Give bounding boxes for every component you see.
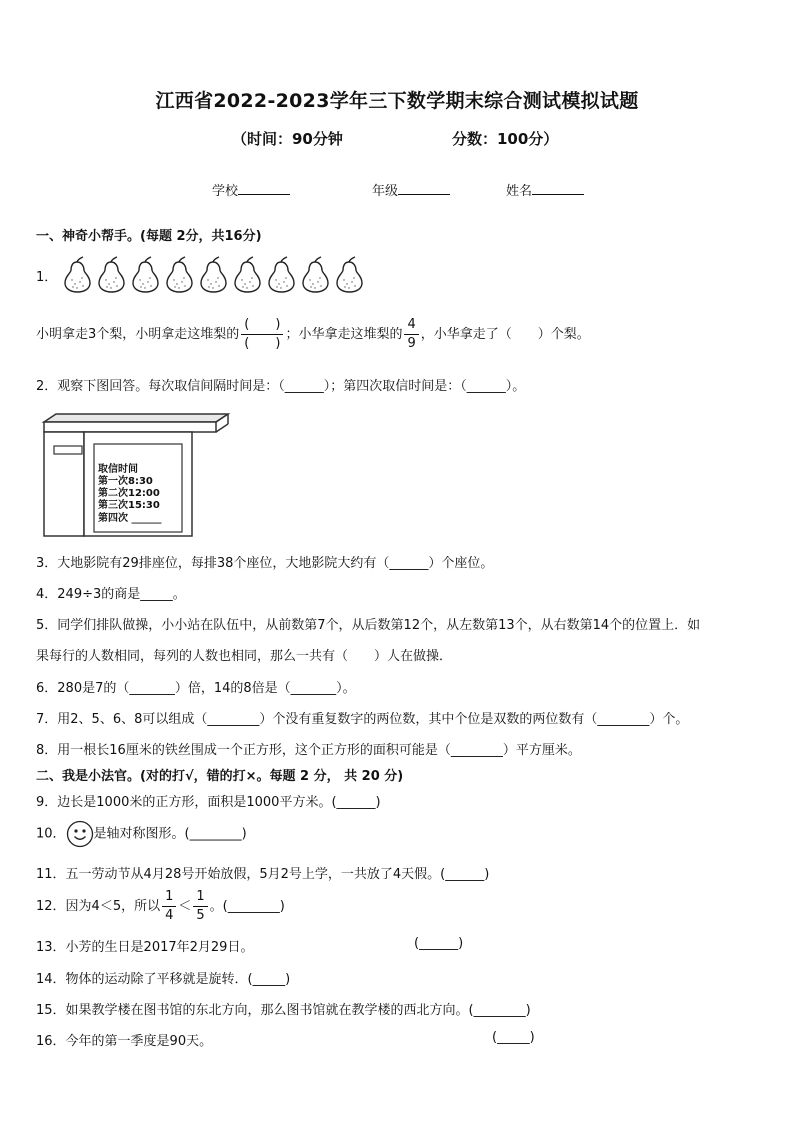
q10-number: 10． — [36, 826, 66, 842]
pear-icon — [164, 256, 195, 294]
pear-icon — [62, 256, 93, 294]
mailbox-heading: 取信时间 — [98, 464, 138, 475]
q12-f2-num: 1 — [193, 888, 207, 907]
q10-text: 是轴对称图形。(________) — [93, 826, 247, 842]
q1-part1: 小明拿走3个梨，小明拿走这堆梨的 — [36, 327, 240, 342]
question-14: 14．物体的运动除了平移就是旋转．(_____) — [36, 972, 291, 987]
mailbox-line4: 第四次 ______ — [98, 513, 162, 524]
grade-field[interactable] — [372, 180, 450, 199]
q1-part3: ，小华拿走了（ ）个梨。 — [420, 327, 590, 342]
q12-fraction-2 — [193, 888, 207, 925]
question-12 — [36, 888, 285, 925]
q13-answer-blank[interactable]: (______) — [414, 936, 464, 951]
question-15: 15．如果教学楼在图书馆的东北方向，那么图书馆就在教学楼的西北方向。(________) — [36, 1003, 531, 1018]
question-4: 4．249÷3的商是_____。 — [36, 587, 186, 602]
q1-frac-den: 9 — [407, 336, 416, 351]
q12-f1-num: 1 — [162, 888, 176, 907]
mailbox-line2: 第二次12:00 — [98, 488, 160, 499]
pear-icon — [130, 256, 161, 294]
name-field[interactable] — [506, 180, 584, 199]
pear-icon — [266, 256, 297, 294]
question-2: 2．观察下图回答。每次取信间隔时间是：（______）；第四次取信时间是：（______）。 — [36, 379, 526, 394]
q1-fraction — [404, 316, 418, 353]
q1-frac-num: 4 — [404, 316, 418, 335]
q12-f2-den: 5 — [196, 908, 205, 923]
school-field[interactable] — [212, 180, 290, 199]
q1-blank-den: ( ) — [244, 336, 281, 351]
q12-part2: 。(________) — [209, 899, 285, 914]
exam-score: 分数：100分） — [452, 130, 559, 148]
q12-fraction-1 — [162, 888, 176, 925]
question-5-line2: 果每行的人数相同，每列的人数也相同，那么一共有（ ）人在做操． — [36, 649, 453, 664]
q12-f1-den: 4 — [165, 908, 174, 923]
q1-blank-num: ( ) — [241, 316, 283, 335]
school-label: 学校 — [212, 184, 239, 199]
question-8: 8．用一根长16厘米的铁丝围成一个正方形，这个正方形的面积可能是（________）平方厘米。 — [36, 743, 581, 758]
pear-icon — [334, 256, 365, 294]
name-label: 姓名 — [506, 184, 533, 199]
question-5-line1: 5．同学们排队做操，小小站在队伍中，从前数第7个，从后数第12个，从左数第13个，从右数第14个的位置上．如 — [36, 618, 701, 633]
pear-icon — [96, 256, 127, 294]
mailbox-line3: 第三次15:30 — [98, 500, 160, 511]
grade-line — [398, 182, 450, 195]
q12-less-than: ＜ — [178, 899, 192, 914]
pear-icon — [300, 256, 331, 294]
q16-answer-blank[interactable]: (_____) — [492, 1030, 535, 1045]
pear-icon — [232, 256, 263, 294]
question-9: 9．边长是1000米的正方形，面积是1000平方米。(______) — [36, 795, 381, 810]
school-line — [238, 182, 290, 195]
q1-part2: ；小华拿走这堆梨的 — [285, 327, 403, 342]
mailbox-line1: 第一次8:30 — [98, 476, 153, 487]
question-10 — [36, 820, 247, 848]
question-7: 7．用2、5、6、8可以组成（________）个没有重复数字的两位数，其中个位是双数的两位数有（________）个。 — [36, 712, 689, 727]
question-16: 16．今年的第一季度是90天。 — [36, 1034, 213, 1049]
q1-number: 1． — [36, 270, 58, 285]
exam-time: （时间：90分钟 — [232, 130, 343, 148]
page-title: 江西省2022-2023学年三下数学期末综合测试模拟试题 — [155, 90, 639, 112]
q1-blank-fraction[interactable] — [241, 316, 283, 353]
section2-heading: 二、我是小法官。(对的打√，错的打×。每题 2 分， 共 20 分) — [36, 769, 404, 784]
question-13: 13．小芳的生日是2017年2月29日。 — [36, 940, 254, 955]
pear-images — [62, 256, 365, 294]
pear-icon — [198, 256, 229, 294]
smiley-face-icon — [66, 820, 94, 848]
question-3: 3．大地影院有29排座位，每排38个座位，大地影院大约有（______）个座位。 — [36, 556, 494, 571]
section1-heading: 一、神奇小帮手。(每题 2分，共16分) — [36, 229, 262, 244]
name-line — [532, 182, 584, 195]
grade-label: 年级 — [372, 184, 399, 199]
question-11: 11．五一劳动节从4月28号开始放假，5月2号上学，一共放了4天假。(______) — [36, 867, 490, 882]
question-6: 6．280是7的（_______）倍，14的8倍是（_______）。 — [36, 681, 356, 696]
q1-text — [36, 316, 590, 353]
q12-part1: 12．因为4＜5，所以 — [36, 899, 161, 914]
